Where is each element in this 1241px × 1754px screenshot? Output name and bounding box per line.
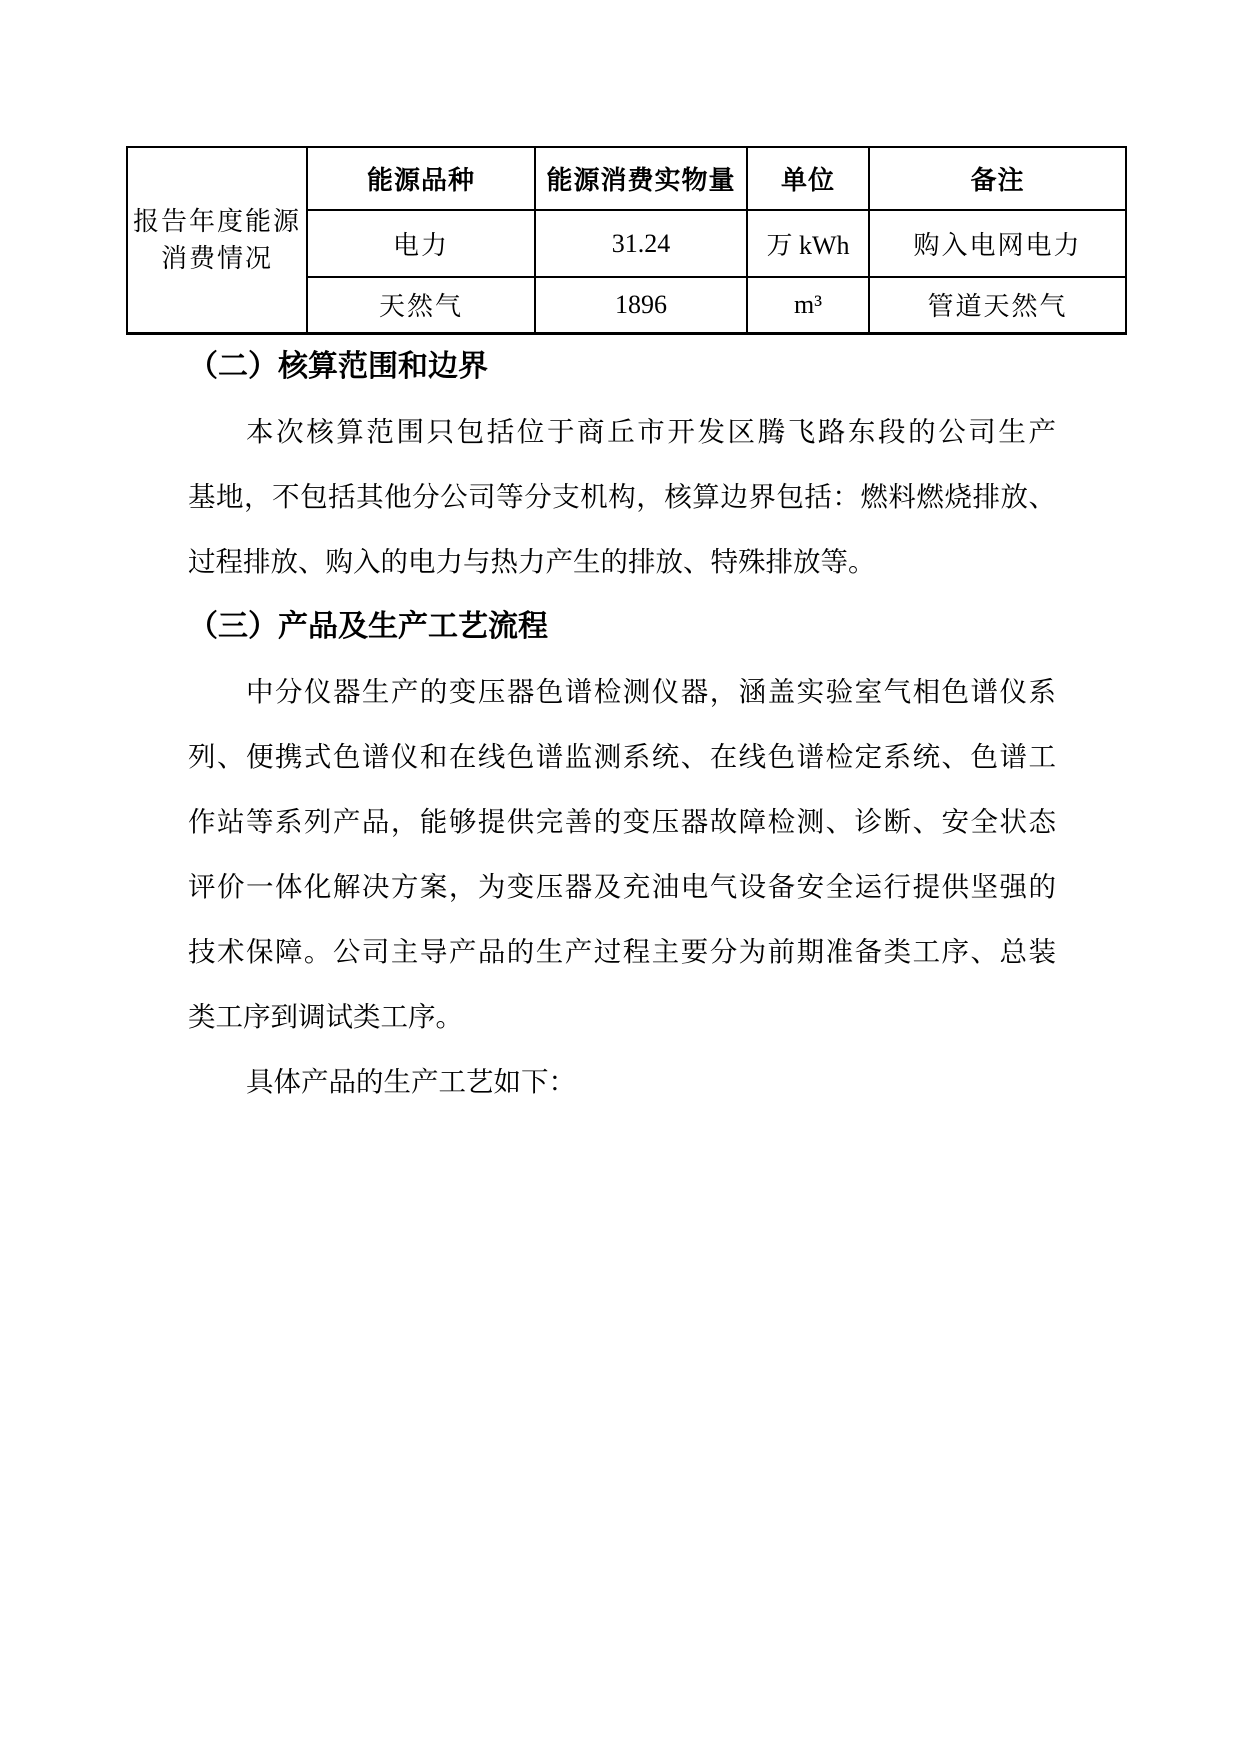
energy-consumption-table (126, 146, 1127, 335)
cell-consumption: 1896 (535, 277, 747, 333)
col-header-note: 备注 (869, 147, 1126, 210)
cell-note: 管道天然气 (869, 277, 1126, 333)
paragraph-line: 类工序到调试类工序。 (188, 1001, 463, 1032)
cell-consumption: 31.24 (535, 210, 747, 277)
paragraph-line: 中分仪器生产的变压器色谱检测仪器，涵盖实验室气相色谱仪系 (246, 676, 1056, 707)
row-label-line-1: 报告年度能源 (132, 206, 301, 236)
section-2-heading: （二）核算范围和边界 (188, 350, 488, 383)
paragraph-line: 具体产品的生产工艺如下： (246, 1066, 576, 1097)
table-header-row (127, 147, 1126, 210)
section-3-heading: （三）产品及生产工艺流程 (188, 610, 548, 643)
paragraph-line: 过程排放、购入的电力与热力产生的排放、特殊排放等。 (188, 546, 876, 577)
paragraph-line: 基地，不包括其他分公司等分支机构，核算边界包括：燃料燃烧排放、 (188, 481, 1056, 512)
row-label-line-2: 消费情况 (160, 243, 273, 273)
paragraph-line: 技术保障。公司主导产品的生产过程主要分为前期准备类工序、总装 (188, 936, 1056, 967)
cell-energy-type: 电力 (307, 210, 535, 277)
paragraph-line: 本次核算范围只包括位于商丘市开发区腾飞路东段的公司生产 (246, 416, 1056, 447)
cell-note: 购入电网电力 (869, 210, 1126, 277)
col-header-consumption: 能源消费实物量 (535, 147, 747, 210)
paragraph-line: 作站等系列产品，能够提供完善的变压器故障检测、诊断、安全状态 (188, 806, 1056, 837)
col-header-unit: 单位 (747, 147, 869, 210)
table-row-group-label (127, 147, 307, 333)
col-header-energy-type: 能源品种 (307, 147, 535, 210)
document-body (188, 334, 1056, 1114)
cell-energy-type: 天然气 (307, 277, 535, 333)
cell-unit: 万 kWh (747, 210, 869, 277)
paragraph-line: 评价一体化解决方案，为变压器及充油电气设备安全运行提供坚强的 (188, 871, 1056, 902)
paragraph-line: 列、便携式色谱仪和在线色谱监测系统、在线色谱检定系统、色谱工 (188, 741, 1056, 772)
cell-unit: m³ (747, 277, 869, 333)
